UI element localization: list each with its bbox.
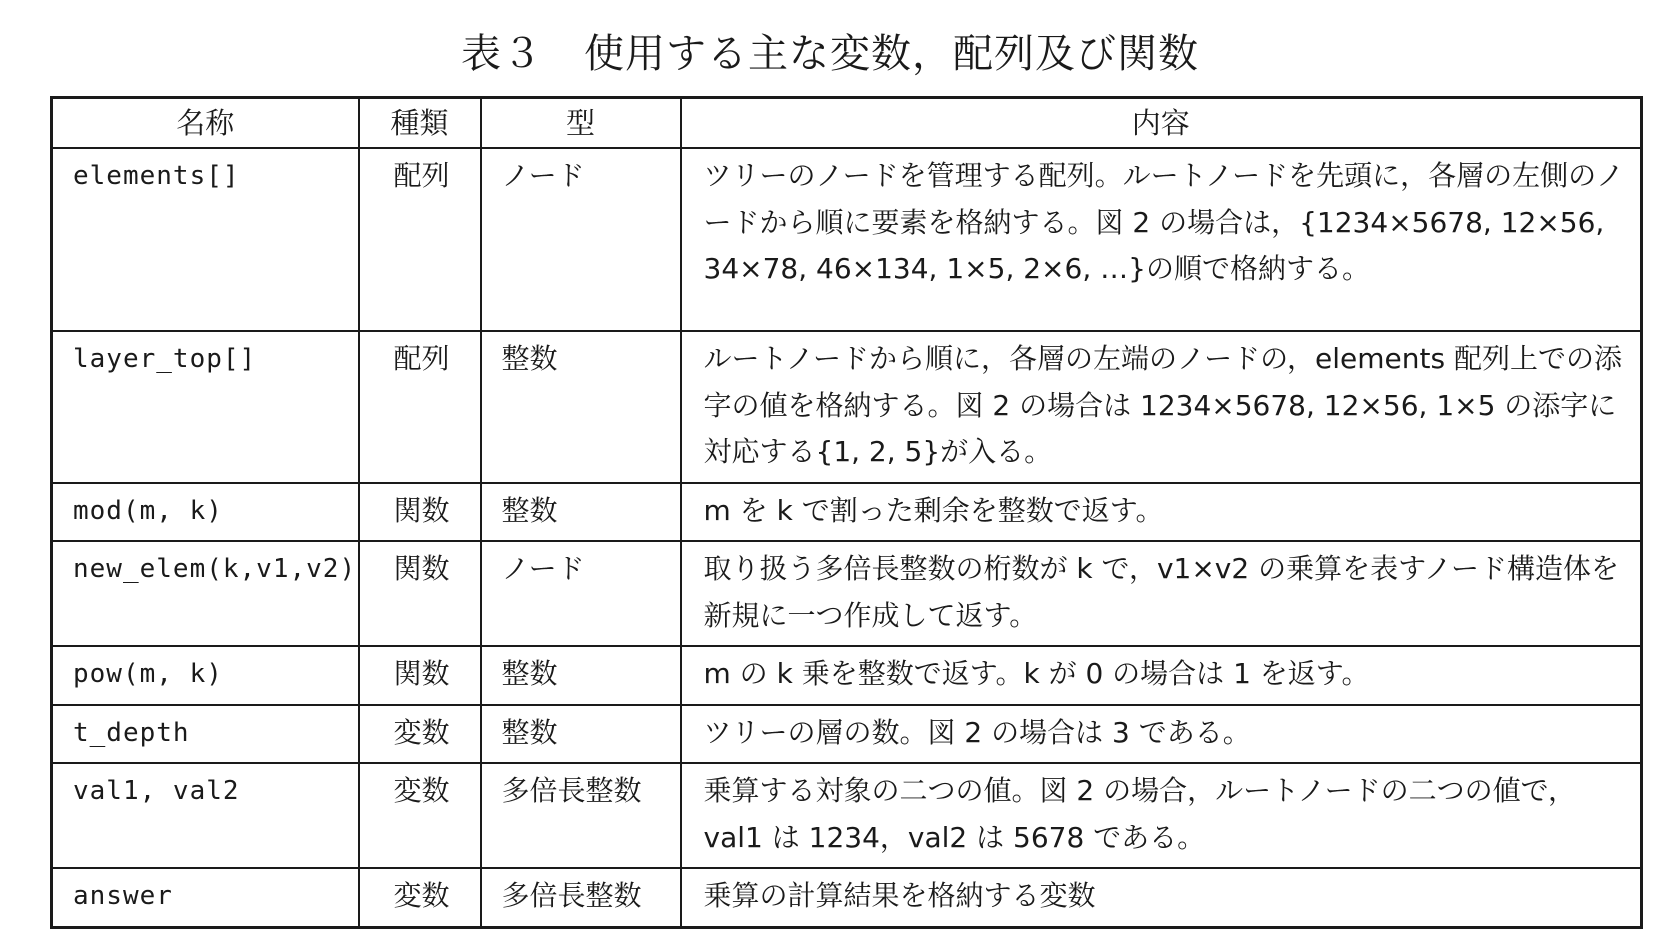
table-row (52, 331, 1642, 483)
cell-description: ルートノードから順に，各層の左端のノードの，elements 配列上での添字の値を格納する。図 2 の場合は 1234×5678, 12×56, 1×5 の添字に対応する{1, 2, 5}が入る。 (681, 331, 1642, 483)
cell-description: ツリーの層の数。図 2 の場合は 3 である。 (681, 705, 1642, 764)
header-description: 内容 (681, 98, 1642, 149)
header-type: 型 (481, 98, 681, 149)
header-name: 名称 (52, 98, 359, 149)
cell-kind: 配列 (359, 331, 481, 483)
cell-name: val1, val2 (52, 763, 359, 868)
cell-type: 整数 (481, 483, 681, 542)
cell-kind: 変数 (359, 763, 481, 868)
cell-type: ノード (481, 148, 681, 331)
table-row (52, 541, 1642, 646)
cell-type: 多倍長整数 (481, 868, 681, 927)
cell-name: elements[] (52, 148, 359, 331)
cell-kind: 配列 (359, 148, 481, 331)
cell-description: m を k で割った剰余を整数で返す。 (681, 483, 1642, 542)
table-row (52, 868, 1642, 927)
cell-type: 整数 (481, 331, 681, 483)
cell-name: pow(m, k) (52, 646, 359, 705)
table-row (52, 705, 1642, 764)
cell-kind: 変数 (359, 705, 481, 764)
variables-table (50, 96, 1643, 929)
table-header-row (52, 98, 1642, 149)
cell-kind: 関数 (359, 646, 481, 705)
cell-name: answer (52, 868, 359, 927)
cell-name: new_elem(k,v1,v2) (52, 541, 359, 646)
cell-type: 整数 (481, 646, 681, 705)
cell-description: ツリーのノードを管理する配列。ルートノードを先頭に，各層の左側のノードから順に要素を格納する。図 2 の場合は，{1234×5678, 12×56, 34×78, 46×134, 1×5, 2×6, …}の順で格納する。 (681, 148, 1642, 331)
cell-kind: 関数 (359, 541, 481, 646)
cell-name: layer_top[] (52, 331, 359, 483)
cell-name: mod(m, k) (52, 483, 359, 542)
header-kind: 種類 (359, 98, 481, 149)
cell-name: t_depth (52, 705, 359, 764)
cell-description: 取り扱う多倍長整数の桁数が k で，v1×v2 の乗算を表すノード構造体を新規に一つ作成して返す。 (681, 541, 1642, 646)
cell-description: 乗算の計算結果を格納する変数 (681, 868, 1642, 927)
cell-type: ノード (481, 541, 681, 646)
cell-type: 多倍長整数 (481, 763, 681, 868)
cell-description: 乗算する対象の二つの値。図 2 の場合，ルートノードの二つの値で，val1 は 1234，val2 は 5678 である。 (681, 763, 1642, 868)
table-row (52, 646, 1642, 705)
table-row (52, 763, 1642, 868)
table-row (52, 148, 1642, 331)
table-row (52, 483, 1642, 542)
cell-type: 整数 (481, 705, 681, 764)
cell-kind: 関数 (359, 483, 481, 542)
table-caption: 表３ 使用する主な変数，配列及び関数 (461, 31, 1199, 77)
cell-description: m の k 乗を整数で返す。k が 0 の場合は 1 を返す。 (681, 646, 1642, 705)
cell-kind: 変数 (359, 868, 481, 927)
